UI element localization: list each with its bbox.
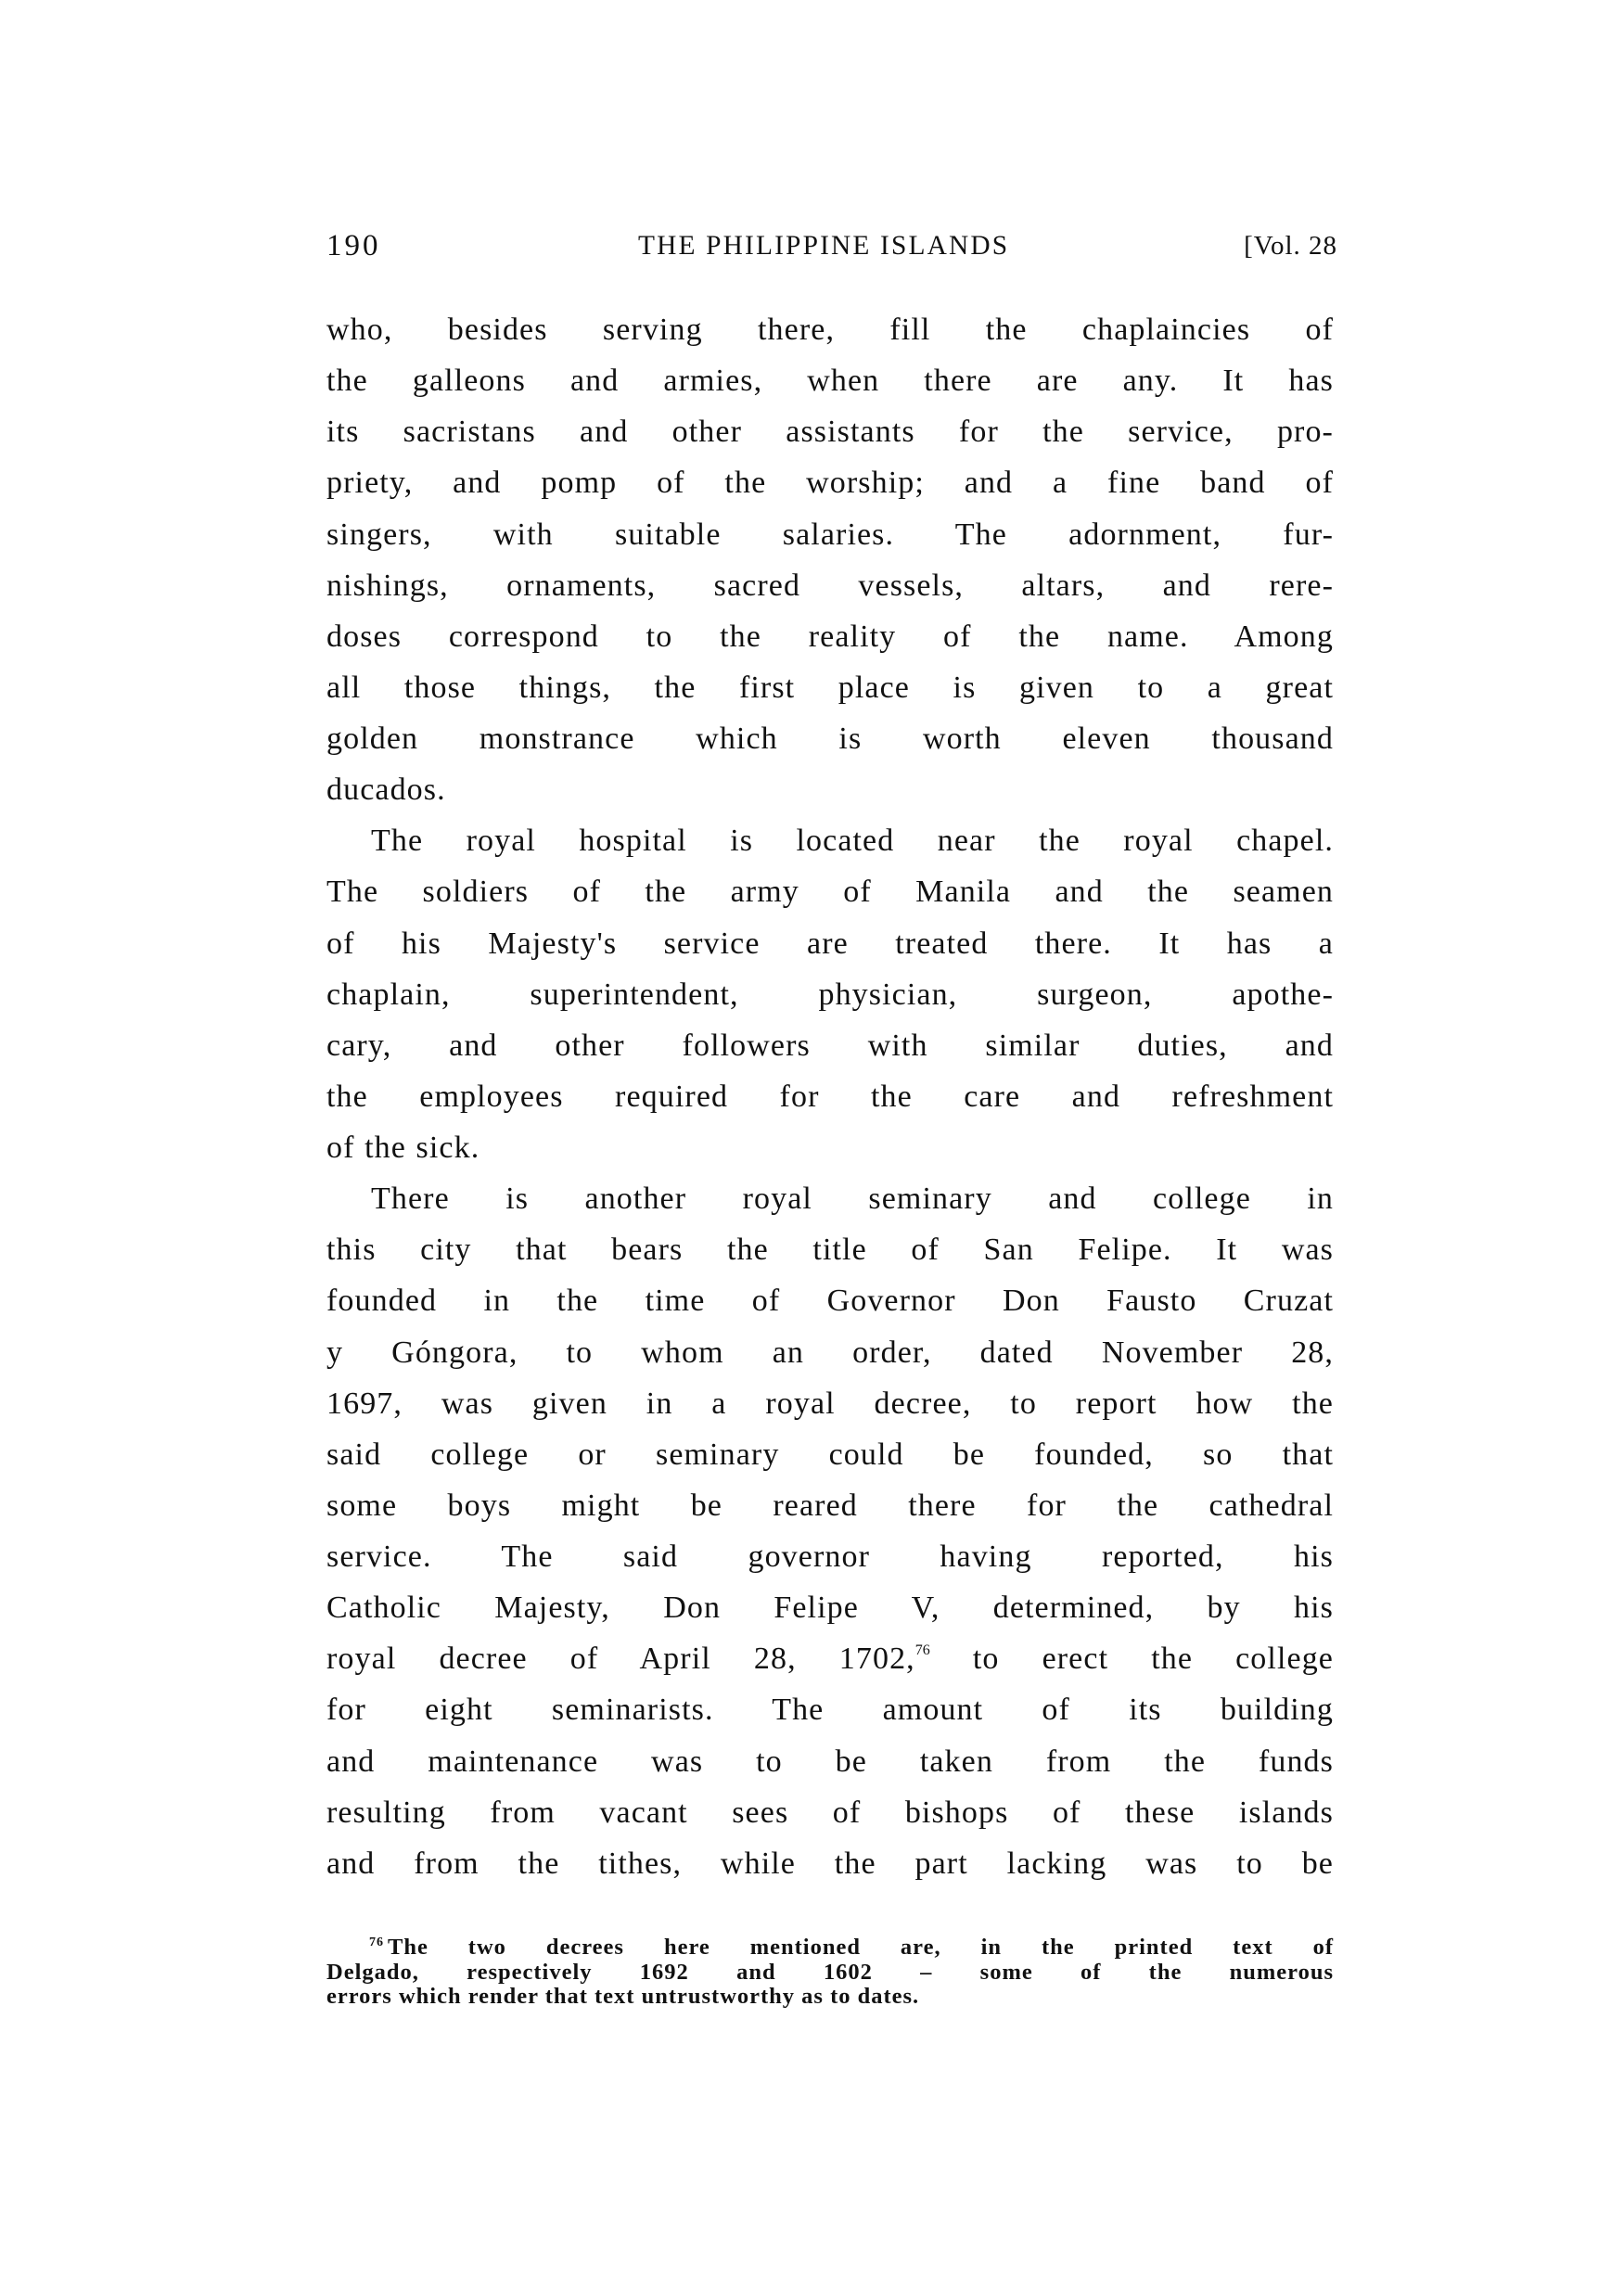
footnote-76	[326, 1936, 1334, 2010]
footnote-line	[326, 1936, 1334, 1961]
text-line: the employees required for the care and refreshment	[326, 1079, 1334, 1114]
text-line: cary, and other followers with similar duties, and	[326, 1028, 1334, 1063]
text-line: There is another royal seminary and college in	[371, 1182, 1334, 1217]
text-line: its sacristans and other assistants for the service, pro-	[326, 415, 1334, 450]
text-segment: royal decree of April 28, 1702,	[326, 1642, 915, 1677]
page-number: 190	[326, 229, 381, 262]
footnote-reference[interactable]: 76	[914, 1642, 930, 1659]
text-line: nishings, ornaments, sacred vessels, altars, and rere-	[326, 568, 1334, 603]
text-line: and from the tithes, while the part lacking was to be	[326, 1846, 1334, 1881]
text-line: 1697, was given in a royal decree, to report how the	[326, 1386, 1334, 1421]
text-line-with-footnote-ref	[326, 1633, 1334, 1684]
running-head	[326, 225, 1337, 266]
text-line: of the sick.	[326, 1131, 480, 1165]
footnote-line: Delgado, respectively 1692 and 1602 – some of the numerous	[326, 1959, 1334, 1985]
footnotes	[326, 1936, 1334, 2010]
text-line: chaplain, superintendent, physician, surgeon, apothe-	[326, 977, 1334, 1012]
volume-label: [Vol. 28	[1244, 231, 1337, 261]
paragraph-3	[326, 1173, 1334, 1889]
text-line: doses correspond to the reality of the name. Among	[326, 619, 1334, 654]
text-segment: to erect the college	[929, 1642, 1334, 1677]
text-line: and maintenance was to be taken from the funds	[326, 1744, 1334, 1779]
text-line: the galleons and armies, when there are any. It has	[326, 364, 1334, 399]
text-line: golden monstrance which is worth eleven thousand	[326, 722, 1334, 756]
running-title: THE PHILIPPINE ISLANDS	[638, 230, 1010, 261]
text-line: y Góngora, to whom an order, dated November 28,	[326, 1335, 1334, 1370]
text-line: singers, with suitable salaries. The adornment, fur-	[326, 517, 1334, 552]
text-line: who, besides serving there, fill the chaplaincies of	[326, 313, 1334, 347]
text-line: of his Majesty's service are treated there. It has a	[326, 926, 1334, 961]
text-line: Catholic Majesty, Don Felipe V, determined, by his	[326, 1591, 1334, 1626]
text-line: for eight seminarists. The amount of its building	[326, 1693, 1334, 1728]
footnote-line: errors which render that text untrustworthy as to dates.	[326, 1984, 920, 2009]
text-line: service. The said governor having reported, his	[326, 1540, 1334, 1574]
paragraph-2	[326, 815, 1334, 1173]
paragraph-1	[326, 304, 1334, 815]
text-line: ducados.	[326, 773, 446, 808]
footnote-text: The two decrees here mentioned are, in the printed text of	[388, 1935, 1334, 1960]
text-line: The soldiers of the army of Manila and the seamen	[326, 875, 1334, 910]
text-line: said college or seminary could be founded, so that	[326, 1437, 1334, 1472]
text-line: this city that bears the title of San Felipe. It was	[326, 1233, 1334, 1268]
text-line: all those things, the first place is given to a great	[326, 670, 1334, 705]
text-line: priety, and pomp of the worship; and a fine band of	[326, 466, 1334, 501]
text-line: some boys might be reared there for the cathedral	[326, 1488, 1334, 1523]
body-text	[326, 304, 1334, 1889]
text-line: resulting from vacant sees of bishops of these islands	[326, 1795, 1334, 1830]
footnote-marker: 76	[369, 1936, 384, 1949]
text-line: The royal hospital is located near the royal chapel.	[371, 824, 1334, 859]
text-line: founded in the time of Governor Don Fausto Cruzat	[326, 1284, 1334, 1319]
